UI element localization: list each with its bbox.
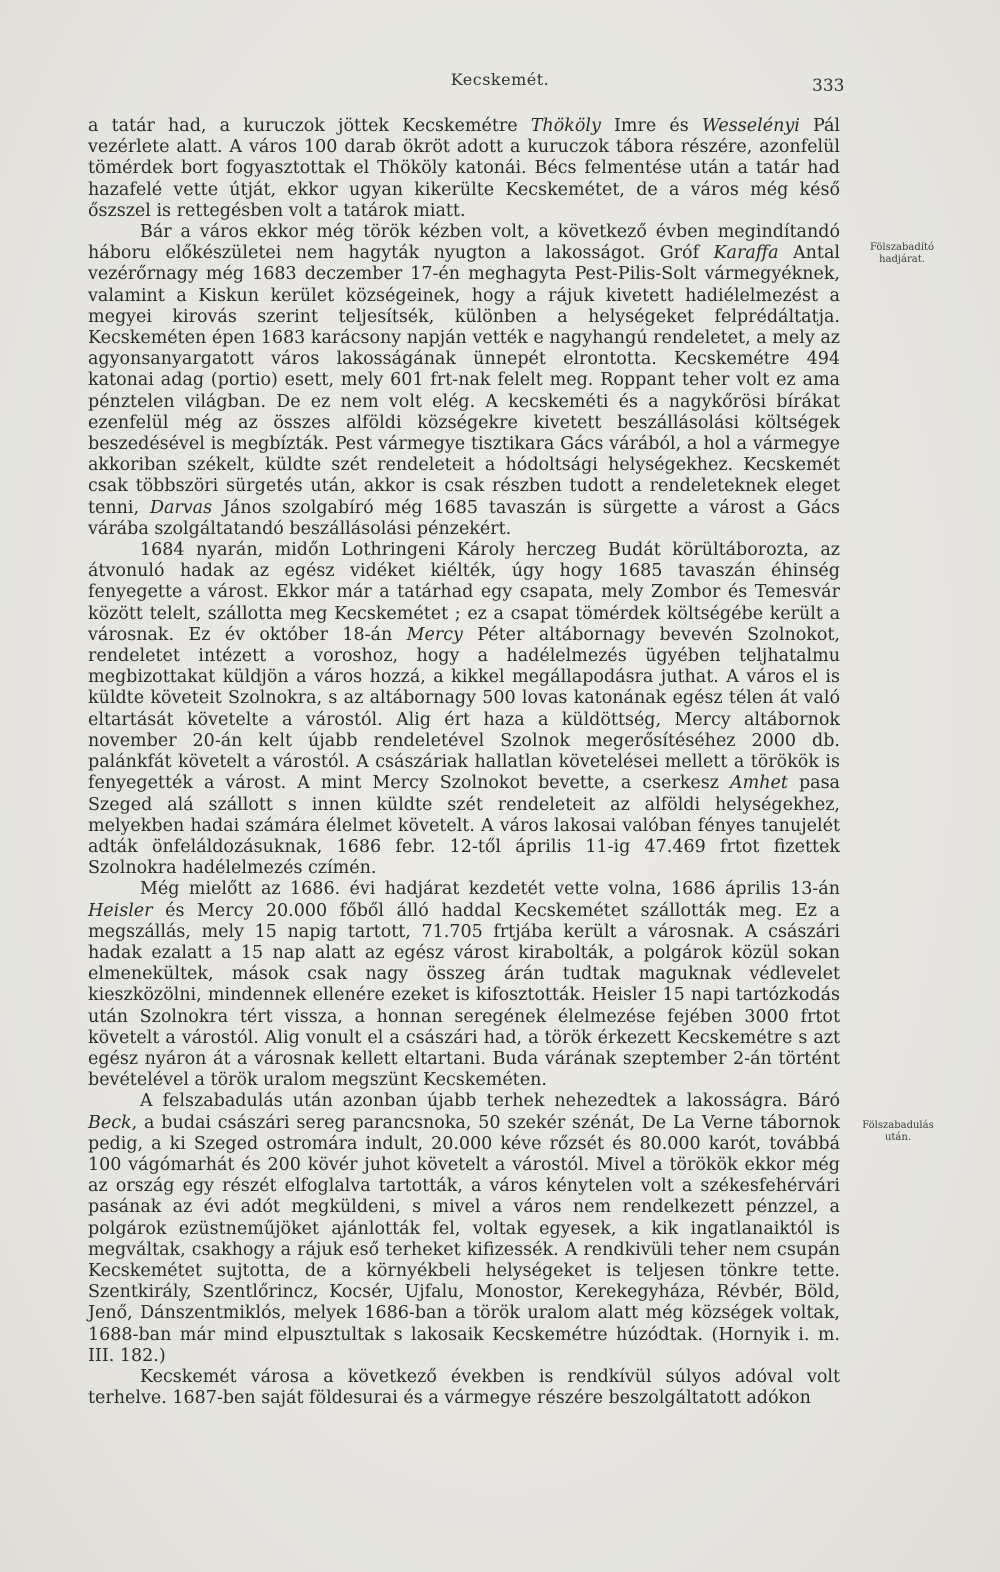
italic-name: Wesselényi <box>701 116 800 136</box>
text-run: Pál vezérlete alatt. A város 100 darab ökröt adott a kuruczok tábora részére, azonfelül tömérdek bort fogyasztottak el Thököly katonái. Bécs felmentése után a tatár had hazafelé vette útját, ekkor ugyan kikerülte Kecskemétet, de a város még késő őszszel is rettegésben volt a tatárok miatt. <box>88 116 840 221</box>
text-run: Péter altábornagy bevevén Szolnokot, rendeletet intézett a voroshoz, hogy a hadélelmezés ügyében teljhatalmu megbizottakat küldjön a város hozzá, a kikkel megállapodásra juthat. A város el is küldte követeit Szolnokra, s az altábornagy 500 lovas katonának egész télen át való eltartását követelte a várostól. Alig ért haza a küldöttség, Mercy altábornok november 20-án kelt újabb rendeletével Szolnok megerősítéséhez 2000 db. palánkfát követelt a várostól. A császáriak hallatlan követelései mellett a törökök is fenyegették a várost. A mint Mercy Szolnokot bevette, a cserkesz <box>88 624 840 794</box>
italic-name: Heisler <box>88 900 153 921</box>
italic-name: Karaffa <box>713 243 779 264</box>
running-header: Kecskemét. <box>450 70 550 89</box>
italic-name: Mercy <box>406 624 463 645</box>
text-run: pasa Szeged alá szállott s innen küldte szét rendeleteit az alföldi helységekhez, melyekben hadai számára élelmet követelt. A város lakosai valóban fényes tanujelét adták önfeláldozásuknak, 1686 febr. 12-től április 11-ig 47.469 frtot fizettek Szolnokra hadélelmezés czímén. <box>88 773 840 879</box>
paragraph <box>88 222 840 540</box>
text-run: A felszabadulás után azonban újabb terhek nehezedtek a lakosságra. Báró <box>140 1091 840 1112</box>
text-run: Kecskemét városa a következő években is rendkívül súlyos adóval volt terhelve. 1687-ben saját földesurai és a vármegye részére beszolgáltatott adókon <box>88 1366 840 1409</box>
body-text <box>88 116 840 1409</box>
text-run: és Mercy 20.000 főből álló haddal Kecskemétet szállották meg. Ez a megszállás, mely 15 napig tartott, 71.705 frtjába került a városnak. A császári hadak ezalatt a 15 nap alatt az egész várost kirabolták, a polgárok közül sokan elmenekültek, mások csak nagy összeg árán tudtak maguknak védlevelet kieszközölni, mindennek ellenére ezeket is kifosztották. Heisler 15 napi tartózkodás után Szolnokra tért vissza, a honnan seregének élelmezése fejében 3000 frtot követelt a várostól. Alig vonult el a császári had, a török érkezett Kecskemétre s azt egész nyáron át a városnak kellett eltartani. Buda várának szeptember 2-án történt bevételével a török uralom megszünt Kecskeméten. <box>88 900 840 1091</box>
text-run: a tatár had, a kuruczok jöttek Kecskemétre <box>88 116 531 136</box>
italic-name: Thököly <box>530 116 601 136</box>
paragraph <box>88 1367 840 1409</box>
paragraph <box>88 540 840 879</box>
paragraph <box>88 1091 840 1367</box>
text-run: Még mielőtt az 1686. évi hadjárat kezdetét vette volna, 1686 április 13-án <box>140 879 840 900</box>
page-number: 333 <box>812 76 845 96</box>
marginal-note-line: Fölszabadulás <box>862 1120 934 1131</box>
marginal-note-liberation-campaign <box>842 242 962 266</box>
paragraph <box>88 116 840 222</box>
text-run: , a budai császári sereg parancsnoka, 50 szekér szénát, De La Verne tábornok pedig, a ki Szeged ostromára indult, 20.000 kéve rőzsét és 80.000 karót, továbbá 100 vágómarhát és 200 kövér juhot követelt a várostól. Mivel a törökök ekkor még az ország egy részét elfoglalva tartották, a város kénytelen volt a székesfehérvári pasának az évi adót megküldeni, s mivel a város nem rendelkezett pénzzel, a polgárok ezüstneműjöket ajánlották fel, voltak egyesek, a kik ingatlanaiktól is megváltak, csakhogy a rájuk eső terheket kifizessék. A rendkivüli teher nem csupán Kecskemétet sujtotta, de a környékbeli helységeket is teljesen tönkre tette. Szentkirály, Szentlőrincz, Kocsér, Ujfalu, Monostor, Kerekegyháza, Révbér, Böld, Jenő, Dánszentmiklós, melyek 1686-ban a török uralom alatt még községek voltak, 1688-ban már mind elpusztultak s lakosaik Kecskemétre húzódtak. (Hornyik i. m. III. 182.) <box>88 1112 840 1366</box>
text-run: 1684 nyarán, midőn Lothringeni Károly herczeg Budát körültáborozta, az átvonuló hadak az egész vidéket kiélték, úgy hogy 1685 tavaszán éhinség fenyegette a várost. Ekkor már a tatárhad egy csapata, mely Zombor és Temesvár között telelt, szállotta meg Kecskemétet ; ez a csapat tömérdek költségébe került a városnak. Ez év október 18-án <box>88 540 840 645</box>
text-run: János szolgabíró még 1685 tavaszán is sürgette a várost a Gács várába szolgáltatandó beszállásolási pénzekért. <box>88 497 841 539</box>
text-run: Imre és <box>600 116 702 136</box>
marginal-note-line: után. <box>884 1132 912 1143</box>
italic-name: Darvas <box>149 497 213 518</box>
italic-name: Amhet <box>730 773 788 794</box>
marginal-note-line: Fölszabadító <box>870 242 934 253</box>
text-run: Bár a város ekkor még török kézben volt, a következő évben megindítandó háboru előkészületei nem hagyták nyugton a lakosságot. Gróf <box>88 222 840 264</box>
paragraph <box>88 879 840 1091</box>
text-run: Antal vezérőrnagy még 1683 deczember 17-én meghagyta Pest-Pilis-Solt vármegyéknek, valamint a Kiskun kerület községeinek, hogy a rájuk kivetett hadiélelmezést a megyei kirovás szerint teljesítsék, különben a helységeket felprédáltatja. Kecskeméten épen 1683 karácsony napján vették e nagyhangú rendeletet, a mely az agyonsanyargatott város lakosságának ünnepét elrontotta. Kecskemétre 494 katonai adag (portio) esett, mely 601 frt-nak felelt meg. Roppant teher volt ez ama pénztelen világban. De ez nem volt elég. A kecskeméti és a nagykőrösi bírákat ezenfelül még az összes alföldi községekre kivetett beszállásolási költségek beszedésével is megbízták. Pest vármegye tisztikara Gács várából, a hol a vármegye akkoriban székelt, küldte szét rendeleteit a hódoltsági helységekhez. Kecskemét csak többszöri sürgetés után, akkor is csak részben tudott a rendeleteknek eleget tenni, <box>88 243 840 518</box>
marginal-note-after-liberation <box>838 1120 958 1144</box>
italic-name: Beck <box>88 1112 132 1133</box>
marginal-note-line: hadjárat. <box>879 254 925 265</box>
